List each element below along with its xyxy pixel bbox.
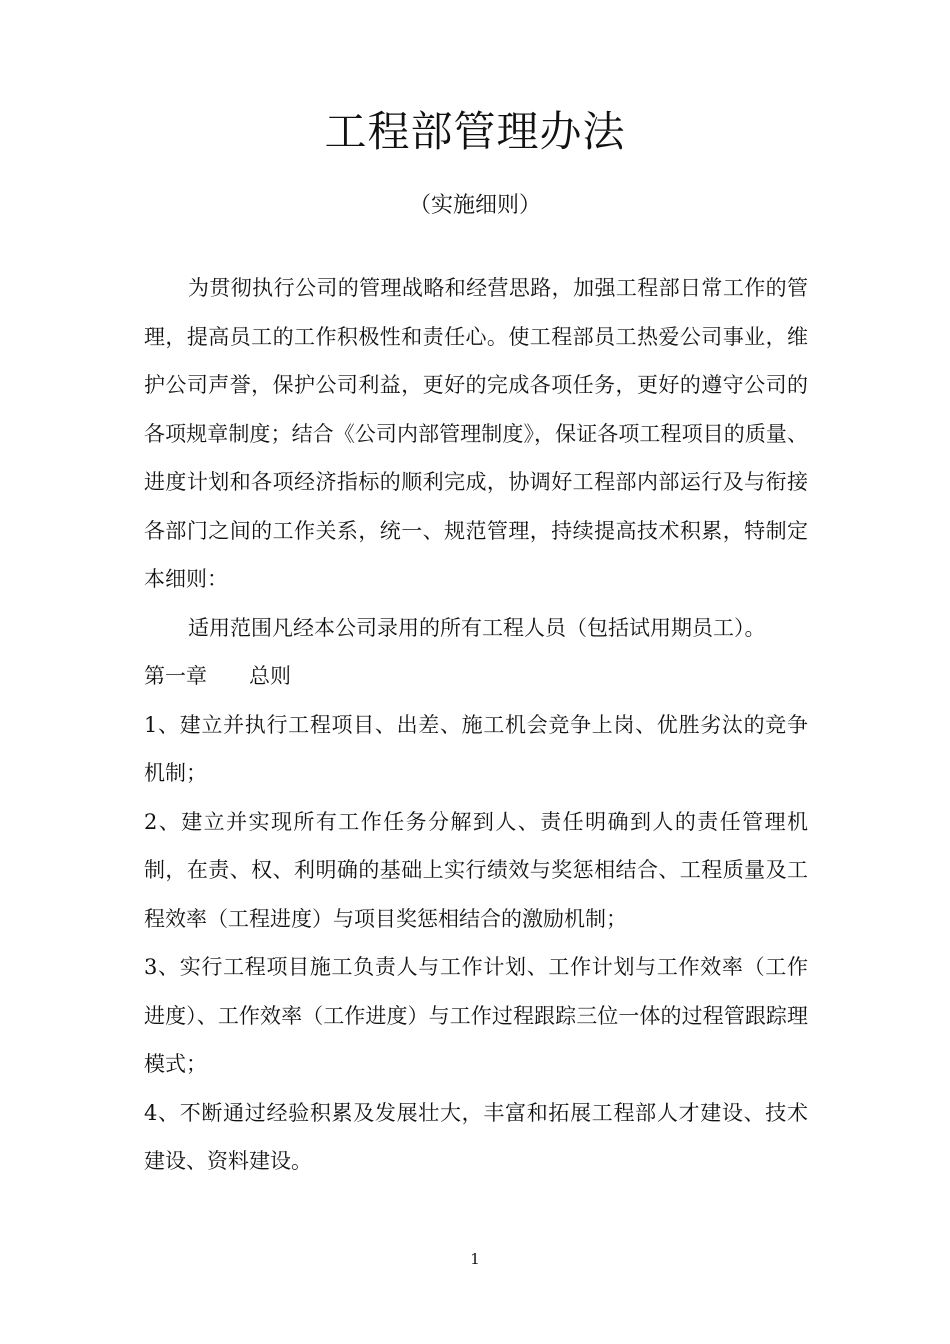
list-item: 3、实行工程项目施工负责人与工作计划、工作计划与工作效率（工作进度）、工作效率（工作进度）与工作过程跟踪三位一体的过程管跟踪理模式；	[144, 955, 808, 1076]
document-title: 工程部管理办法	[324, 107, 626, 156]
list-item: 4、不断通过经验积累及发展壮大，丰富和拓展工程部人才建设、技术建设、资料建设。	[144, 1100, 808, 1173]
list-item: 1、建立并执行工程项目、出差、施工机会竞争上岗、优胜劣汰的竞争机制；	[144, 712, 808, 785]
page-number: 1	[470, 1250, 480, 1268]
intro-paragraph: 为贯彻执行公司的管理战略和经营思路，加强工程部日常工作的管理，提高员工的工作积极性和责任心。使工程部员工热爱公司事业，维护公司声誉，保护公司利益，更好的完成各项任务，更好的遵守公司的各项规章制度；结合《公司内部管理制度》，保证各项工程项目的质量、进度计划和各项经济指标的顺利完成，协调好工程部内部运行及与衔接各部门之间的工作关系，统一、规范管理，持续提高技术积累，特制定本细则：	[144, 276, 808, 591]
document-body	[144, 264, 808, 1186]
chapter-heading: 第一章 总则	[144, 664, 291, 688]
list-item: 2、建立并实现所有工作任务分解到人、责任明确到人的责任管理机制，在责、权、利明确的基础上实行绩效与奖惩相结合、工程质量及工程效率（工程进度）与项目奖惩相结合的激励机制；	[144, 809, 808, 931]
scope-paragraph: 适用范围凡经本公司录用的所有工程人员（包括试用期员工）。	[188, 615, 766, 640]
document-subtitle: （实施细则）	[408, 193, 541, 218]
